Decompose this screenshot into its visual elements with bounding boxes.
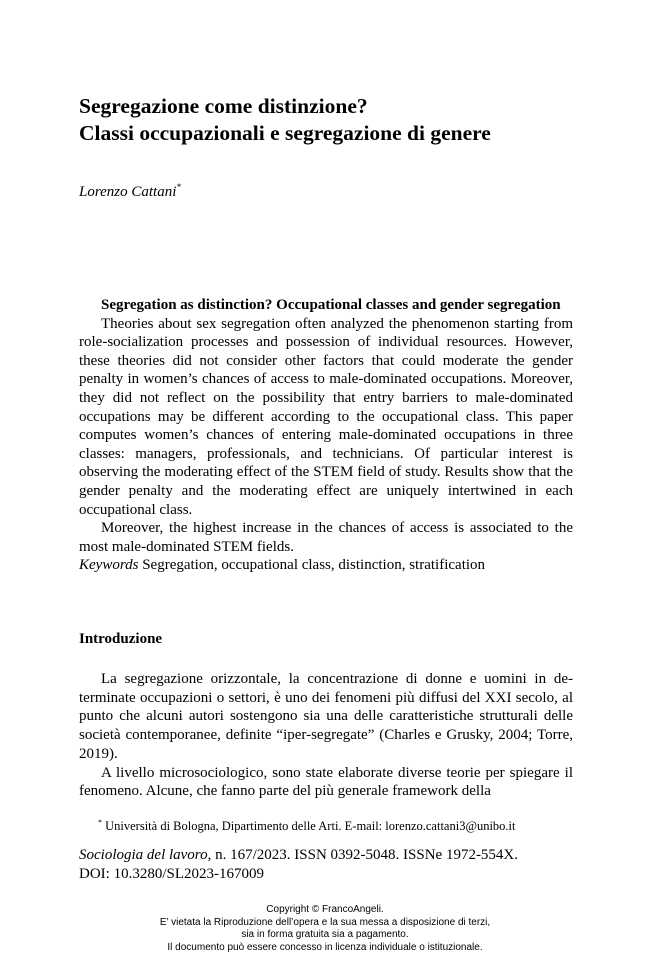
copyright-line-3: sia in forma gratuita sia a pagamento. — [241, 929, 409, 940]
title-line-1: Segregazione come distinzione? — [79, 94, 368, 118]
author-name: Lorenzo Cattani — [79, 184, 177, 200]
keywords-list: Segregation, occupational class, distinction, stratification — [138, 557, 486, 574]
footnote-marker: * — [98, 817, 102, 827]
keywords — [79, 556, 573, 575]
keywords-label: Keywords — [79, 557, 139, 574]
citation-line — [79, 846, 573, 865]
body-paragraph-2: A livello microsociologico, sono state elaborate diverse teorie per spiegare il fenomeno. Alcune, che fanno parte del più generale framework della — [79, 764, 573, 800]
copyright-line-4: Il documento può essere concesso in licenza individuale o istituzionale. — [167, 941, 483, 953]
author-footnote-marker: * — [176, 182, 181, 192]
section-body — [79, 670, 573, 801]
section-heading: Introduzione — [79, 631, 163, 647]
copyright-line-2: E’ vietata la Riproduzione dell’opera e la sua messa a disposizione di terzi, — [159, 916, 491, 928]
abstract — [79, 296, 573, 575]
journal-citation — [79, 846, 573, 883]
footnote-text: Università di Bologna, Dipartimento delle Arti. E-mail: lorenzo.cattani3@unibo.it — [102, 819, 516, 833]
author — [79, 183, 181, 201]
abstract-paragraph-1: Theories about sex segregation often analyzed the phenomenon starting from role-socialization processes and possession of individual resources. However, these theories did not consider other factors that could moderate the gender penalty in women’s chances of access to male-dominated occupations. Moreover, they did not reflect on the possibility that entry barriers to male-dominated occupations may be different according to the occupational class. This paper computes women’s chances of entering male-dominated occupations in three classes: managers, professionals, and technicians. Of particular interest is observing the moderating effect of the STEM field of study. Results show that the gender penalty and the moderating effect are uniquely intertwined in each occupational class. — [79, 315, 573, 518]
abstract-title: Segregation as distinction? Occupational classes and gender segregation — [101, 297, 561, 313]
doi: DOI: 10.3280/SL2023-167009 — [79, 865, 264, 882]
copyright-line-1: Copyright © FrancoAngeli. — [266, 904, 384, 915]
article-title — [79, 93, 579, 147]
title-line-2: Classi occupazionali e segregazione di genere — [79, 121, 491, 145]
footnote — [98, 819, 516, 834]
citation-details: , n. 167/2023. ISSN 0392-5048. ISSNe 1972-554X. — [207, 847, 519, 863]
copyright-notice — [100, 904, 550, 954]
abstract-paragraph-2: Moreover, the highest increase in the chances of access is associated to the most male-dominated STEM fields. — [79, 520, 573, 555]
journal-name: Sociologia del lavoro — [79, 847, 208, 863]
body-paragraph-1: La segregazione orizzontale, la concentrazione di donne e uomini in determinate occupazioni o settori, è uno dei fenomeni più diffusi del XXI secolo, al punto che alcuni autori sostengono sia una delle caratteristiche strutturali delle società contemporanee, definite “iper-segregate” (Charles e Grusky, 2004; Torre, 2019). — [79, 671, 573, 762]
